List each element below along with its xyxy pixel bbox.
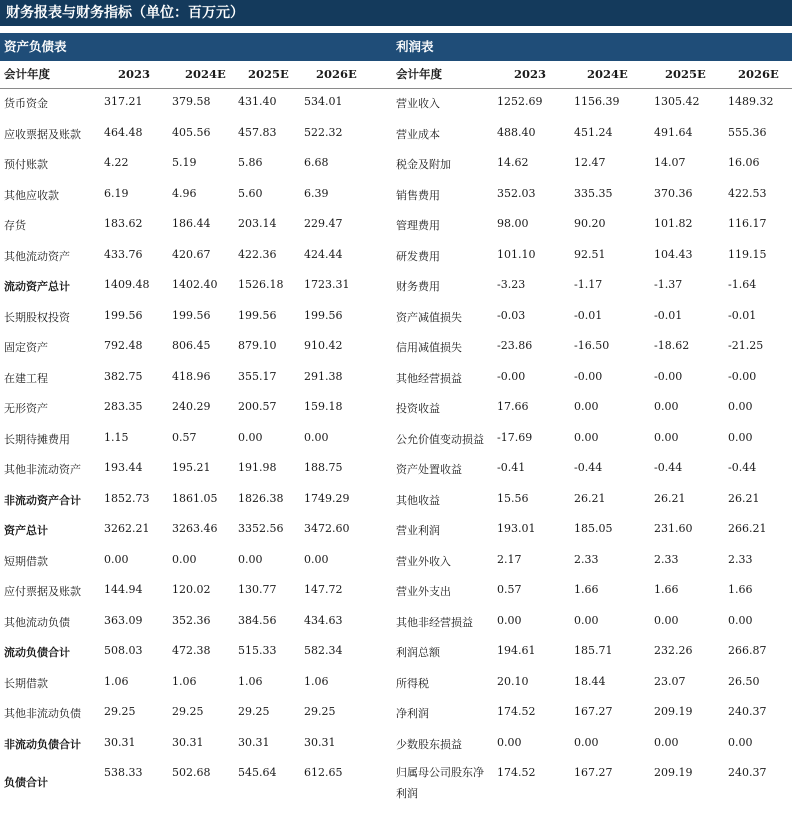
cell-value: 18.44 (574, 674, 606, 688)
table-row (392, 150, 792, 181)
cell-value: -0.00 (654, 369, 683, 383)
cell-value: 1.06 (104, 674, 129, 688)
balance-sheet-header (0, 61, 392, 89)
cell-value: 335.35 (574, 186, 613, 200)
cell-value: 229.47 (304, 217, 343, 230)
cell-value: 522.32 (304, 125, 343, 139)
row-label: 营业成本 (396, 127, 440, 141)
cell-value: 472.38 (172, 644, 211, 657)
table-row (0, 89, 392, 120)
cell-value: -0.00 (574, 369, 603, 383)
cell-value: 1861.05 (172, 491, 218, 505)
income-statement-section-title: 利润表 (392, 33, 792, 61)
income-statement-table (392, 89, 792, 800)
cell-value: -3.23 (497, 278, 526, 291)
cell-value: 0.00 (172, 552, 197, 566)
header-year: 2026E (738, 67, 779, 81)
cell-value: 1749.29 (304, 491, 350, 505)
cell-value: 545.64 (238, 766, 277, 779)
table-row (0, 577, 392, 608)
cell-value: -21.25 (728, 339, 764, 352)
cell-value: 0.00 (728, 735, 753, 749)
cell-value: 26.21 (654, 491, 686, 505)
row-label: 税金及附加 (396, 158, 451, 171)
cell-value: 195.21 (172, 461, 211, 474)
cell-value: 26.21 (728, 491, 760, 505)
cell-value: 266.87 (728, 644, 767, 657)
table-row (392, 394, 792, 425)
table-row (392, 364, 792, 395)
cell-value: 0.00 (304, 552, 329, 566)
table-row (392, 272, 792, 303)
cell-value: 491.64 (654, 125, 693, 139)
cell-value: 29.25 (238, 705, 270, 718)
cell-value: 3472.60 (304, 522, 350, 535)
table-row (0, 150, 392, 181)
row-label: 投资收益 (396, 402, 440, 415)
cell-value: 5.60 (238, 186, 263, 200)
cell-value: -0.01 (574, 308, 603, 322)
cell-value: -0.44 (728, 461, 757, 474)
table-row (392, 577, 792, 608)
cell-value: 1723.31 (304, 278, 350, 291)
row-label: 营业外收入 (396, 554, 451, 568)
table-row (0, 425, 392, 456)
cell-value: -0.00 (728, 369, 757, 383)
cell-value: 0.00 (654, 430, 679, 444)
table-row (0, 242, 392, 273)
cell-value: 910.42 (304, 339, 343, 352)
row-label: 其他非经营损益 (396, 615, 473, 629)
header-year: 2024E (185, 67, 226, 81)
row-label: 应收票据及账款 (4, 127, 81, 141)
cell-value: 174.52 (497, 705, 536, 718)
cell-value: 879.10 (238, 339, 277, 352)
cell-value: -23.86 (497, 339, 533, 352)
cell-value: 0.00 (654, 735, 679, 749)
cell-value: 1.66 (728, 583, 753, 596)
row-label: 其他收益 (396, 493, 440, 507)
row-label: 其他非流动负债 (4, 707, 81, 720)
cell-value: 130.77 (238, 583, 277, 596)
cell-value: 203.14 (238, 217, 277, 230)
cell-value: 147.72 (304, 583, 343, 596)
cell-value: 291.38 (304, 369, 343, 383)
cell-value: 232.26 (654, 644, 693, 657)
cell-value: 379.58 (172, 95, 211, 108)
cell-value: 14.62 (497, 156, 529, 169)
row-label: 其他经营损益 (396, 371, 462, 385)
cell-value: 98.00 (497, 217, 529, 230)
cell-value: 6.39 (304, 186, 329, 200)
cell-value: 116.17 (728, 217, 767, 230)
row-label: 公允价值变动损益 (396, 432, 484, 446)
cell-value: 355.17 (238, 369, 277, 383)
cell-value: -16.50 (574, 339, 610, 352)
cell-value: 30.31 (238, 735, 270, 749)
cell-value: 451.24 (574, 125, 613, 139)
cell-value: 420.67 (172, 247, 211, 261)
cell-value: 185.05 (574, 522, 613, 535)
cell-value: 2.33 (654, 552, 679, 566)
cell-value: 317.21 (104, 95, 143, 108)
cell-value: -17.69 (497, 430, 533, 444)
cell-value: 15.56 (497, 491, 529, 505)
table-row (0, 730, 392, 761)
cell-value: -1.37 (654, 278, 683, 291)
cell-value: 92.51 (574, 247, 606, 261)
cell-value: 464.48 (104, 125, 143, 139)
table-row (392, 730, 792, 761)
cell-value: 17.66 (497, 400, 529, 413)
cell-value: 0.00 (654, 400, 679, 413)
cell-value: 199.56 (104, 308, 143, 322)
cell-value: 29.25 (104, 705, 136, 718)
cell-value: 2.33 (574, 552, 599, 566)
cell-value: 3352.56 (238, 522, 284, 535)
balance-sheet-section-title: 资产负债表 (0, 33, 392, 61)
cell-value: 30.31 (172, 735, 204, 749)
row-label: 预付账款 (4, 158, 48, 171)
cell-value: -0.03 (497, 308, 526, 322)
cell-value: 23.07 (654, 674, 686, 688)
table-row (392, 181, 792, 212)
cell-value: 1.66 (574, 583, 599, 596)
cell-value: 6.19 (104, 186, 129, 200)
cell-value: 0.00 (728, 400, 753, 413)
header-year: 2023 (118, 67, 151, 81)
cell-value: 792.48 (104, 339, 143, 352)
cell-value: 422.36 (238, 247, 277, 261)
header-year: 2025E (665, 67, 706, 81)
table-row (0, 211, 392, 242)
cell-value: 188.75 (304, 461, 343, 474)
table-row (0, 516, 392, 547)
table-row (392, 547, 792, 578)
row-label: 长期借款 (4, 676, 48, 690)
row-label: 归属母公司股东净利润 (396, 766, 484, 800)
cell-value: 0.00 (728, 613, 753, 627)
header-year: 2024E (587, 67, 628, 81)
cell-value: 199.56 (304, 308, 343, 322)
cell-value: 433.76 (104, 247, 143, 261)
cell-value: 0.00 (728, 430, 753, 444)
cell-value: 29.25 (172, 705, 204, 718)
cell-value: 3262.21 (104, 522, 150, 535)
cell-value: 240.37 (728, 766, 767, 779)
row-label: 固定资产 (4, 341, 48, 354)
cell-value: 29.25 (304, 705, 336, 718)
table-row (0, 272, 392, 303)
cell-value: -0.44 (574, 461, 603, 474)
cell-value: 1489.32 (728, 95, 774, 108)
cell-value: 12.47 (574, 156, 606, 169)
row-label: 销售费用 (396, 188, 440, 202)
cell-value: 1852.73 (104, 491, 150, 505)
table-row (0, 333, 392, 364)
table-row (392, 760, 792, 800)
row-label: 营业利润 (396, 524, 440, 537)
table-row (0, 455, 392, 486)
cell-value: 363.09 (104, 613, 143, 627)
row-label: 营业收入 (396, 97, 440, 110)
cell-value: -0.44 (654, 461, 683, 474)
header-year: 2026E (316, 67, 357, 81)
cell-value: 612.65 (304, 766, 343, 779)
cell-value: 2.17 (497, 552, 522, 566)
row-label: 资产总计 (4, 524, 48, 537)
row-label: 少数股东损益 (396, 737, 462, 751)
cell-value: 1409.48 (104, 278, 150, 291)
cell-value: 1156.39 (574, 95, 620, 108)
cell-value: 382.75 (104, 369, 143, 383)
row-label: 无形资产 (4, 402, 48, 415)
cell-value: 0.00 (574, 735, 599, 749)
table-row (0, 547, 392, 578)
cell-value: 418.96 (172, 369, 211, 383)
header-year: 2025E (248, 67, 289, 81)
cell-value: 183.62 (104, 217, 143, 230)
page-title: 财务报表与财务指标（单位：百万元） (0, 0, 792, 26)
cell-value: 582.34 (304, 644, 343, 657)
cell-value: 240.37 (728, 705, 767, 718)
table-row (392, 211, 792, 242)
cell-value: 26.50 (728, 674, 760, 688)
row-label: 其他流动资产 (4, 249, 70, 263)
table-row (0, 638, 392, 669)
cell-value: 534.01 (304, 95, 343, 108)
cell-value: 3263.46 (172, 522, 218, 535)
row-label: 管理费用 (396, 219, 440, 232)
cell-value: 14.07 (654, 156, 686, 169)
cell-value: 101.82 (654, 217, 693, 230)
row-label: 其他应收款 (4, 188, 59, 202)
table-row (392, 120, 792, 151)
cell-value: 0.00 (574, 400, 599, 413)
cell-value: 1.06 (172, 674, 197, 688)
cell-value: 200.57 (238, 400, 277, 413)
row-label: 在建工程 (4, 371, 48, 385)
cell-value: 167.27 (574, 705, 613, 718)
cell-value: 1305.42 (654, 95, 700, 108)
cell-value: 185.71 (574, 644, 613, 657)
cell-value: 431.40 (238, 95, 277, 108)
cell-value: 6.68 (304, 156, 329, 169)
table-row (0, 669, 392, 700)
cell-value: 30.31 (104, 735, 136, 749)
cell-value: 240.29 (172, 400, 211, 413)
cell-value: 194.61 (497, 644, 536, 657)
table-row (0, 364, 392, 395)
cell-value: 120.02 (172, 583, 211, 596)
cell-value: 1.06 (238, 674, 263, 688)
income-statement-header (392, 61, 792, 89)
table-row (0, 181, 392, 212)
cell-value: 1402.40 (172, 278, 218, 291)
row-label: 所得税 (396, 676, 429, 690)
row-label: 应付票据及账款 (4, 585, 81, 598)
cell-value: 231.60 (654, 522, 693, 535)
cell-value: 0.00 (497, 735, 522, 749)
cell-value: 159.18 (304, 400, 343, 413)
cell-value: 5.86 (238, 156, 263, 169)
table-row (392, 333, 792, 364)
row-label: 财务费用 (396, 280, 440, 293)
cell-value: 384.56 (238, 613, 277, 627)
table-row (392, 516, 792, 547)
cell-value: 370.36 (654, 186, 693, 200)
cell-value: 144.94 (104, 583, 143, 596)
cell-value: 0.00 (104, 552, 129, 566)
cell-value: 0.57 (497, 583, 522, 596)
cell-value: 199.56 (238, 308, 277, 322)
table-row (0, 303, 392, 334)
cell-value: 434.63 (304, 613, 343, 627)
cell-value: 186.44 (172, 217, 211, 230)
cell-value: 101.10 (497, 247, 536, 261)
cell-value: 508.03 (104, 644, 143, 657)
cell-value: 555.36 (728, 125, 767, 139)
table-row (392, 699, 792, 730)
row-label: 营业外支出 (396, 585, 451, 598)
cell-value: -18.62 (654, 339, 690, 352)
cell-value: 1826.38 (238, 491, 284, 505)
cell-value: 193.01 (497, 522, 536, 535)
table-row (0, 394, 392, 425)
cell-value: -1.17 (574, 278, 603, 291)
row-label: 研发费用 (396, 249, 440, 263)
row-label: 非流动负债合计 (4, 737, 81, 751)
cell-value: -1.64 (728, 278, 757, 291)
cell-value: 2.33 (728, 552, 753, 566)
cell-value: 0.00 (238, 552, 263, 566)
cell-value: 1.06 (304, 674, 329, 688)
table-row (392, 486, 792, 517)
cell-value: -0.41 (497, 461, 526, 474)
cell-value: 4.96 (172, 186, 197, 200)
row-label: 存货 (4, 219, 26, 232)
cell-value: 5.19 (172, 156, 197, 169)
cell-value: 1.15 (104, 430, 129, 444)
table-row (0, 699, 392, 730)
cell-value: 515.33 (238, 644, 277, 657)
row-label: 货币资金 (4, 97, 48, 110)
cell-value: 538.33 (104, 766, 143, 779)
cell-value: 0.00 (238, 430, 263, 444)
cell-value: 191.98 (238, 461, 277, 474)
cell-value: 4.22 (104, 156, 129, 169)
cell-value: 1526.18 (238, 278, 284, 291)
row-label: 负债合计 (4, 776, 48, 789)
cell-value: 352.36 (172, 613, 211, 627)
cell-value: 209.19 (654, 766, 693, 779)
row-label: 其他流动负债 (4, 615, 70, 629)
table-row (392, 608, 792, 639)
row-label: 短期借款 (4, 554, 48, 568)
table-row (392, 303, 792, 334)
row-label: 资产处置收益 (396, 463, 462, 476)
table-row (0, 120, 392, 151)
row-label: 净利润 (396, 707, 429, 720)
table-row (392, 425, 792, 456)
table-row (0, 486, 392, 517)
cell-value: 266.21 (728, 522, 767, 535)
table-row (392, 89, 792, 120)
cell-value: 30.31 (304, 735, 336, 749)
cell-value: 119.15 (728, 247, 767, 261)
cell-value: 502.68 (172, 766, 211, 779)
cell-value: -0.01 (728, 308, 757, 322)
table-row (392, 455, 792, 486)
balance-sheet-table (0, 89, 392, 800)
row-label: 利润总额 (396, 646, 440, 659)
row-label: 非流动资产合计 (4, 493, 81, 507)
cell-value: 174.52 (497, 766, 536, 779)
header-year: 2023 (514, 67, 547, 81)
cell-value: 193.44 (104, 461, 143, 474)
cell-value: 422.53 (728, 186, 767, 200)
cell-value: 1252.69 (497, 95, 543, 108)
header-label: 会计年度 (4, 67, 50, 81)
cell-value: 16.06 (728, 156, 760, 169)
cell-value: 457.83 (238, 125, 277, 139)
row-label: 长期待摊费用 (4, 432, 70, 446)
row-label: 其他非流动资产 (4, 463, 81, 476)
cell-value: 167.27 (574, 766, 613, 779)
row-label: 资产减值损失 (396, 310, 462, 324)
row-label: 信用减值损失 (396, 341, 462, 354)
cell-value: 405.56 (172, 125, 211, 139)
cell-value: 26.21 (574, 491, 606, 505)
cell-value: -0.00 (497, 369, 526, 383)
cell-value: 806.45 (172, 339, 211, 352)
table-row (392, 669, 792, 700)
cell-value: 424.44 (304, 247, 343, 261)
cell-value: 283.35 (104, 400, 143, 413)
cell-value: 199.56 (172, 308, 211, 322)
cell-value: 104.43 (654, 247, 693, 261)
row-label: 长期股权投资 (4, 310, 70, 324)
table-row (0, 608, 392, 639)
row-label: 流动资产总计 (4, 280, 70, 293)
cell-value: 20.10 (497, 674, 529, 688)
header-label: 会计年度 (396, 67, 442, 81)
table-row (392, 242, 792, 273)
row-label: 流动负债合计 (4, 646, 70, 659)
cell-value: 0.00 (304, 430, 329, 444)
cell-value: 0.00 (574, 430, 599, 444)
cell-value: 0.57 (172, 430, 197, 444)
cell-value: 0.00 (497, 613, 522, 627)
cell-value: 90.20 (574, 217, 606, 230)
table-row (392, 638, 792, 669)
cell-value: 209.19 (654, 705, 693, 718)
cell-value: 488.40 (497, 125, 536, 139)
cell-value: 0.00 (574, 613, 599, 627)
cell-value: 0.00 (654, 613, 679, 627)
table-row (0, 760, 392, 800)
cell-value: 1.66 (654, 583, 679, 596)
cell-value: 352.03 (497, 186, 536, 200)
cell-value: -0.01 (654, 308, 683, 322)
